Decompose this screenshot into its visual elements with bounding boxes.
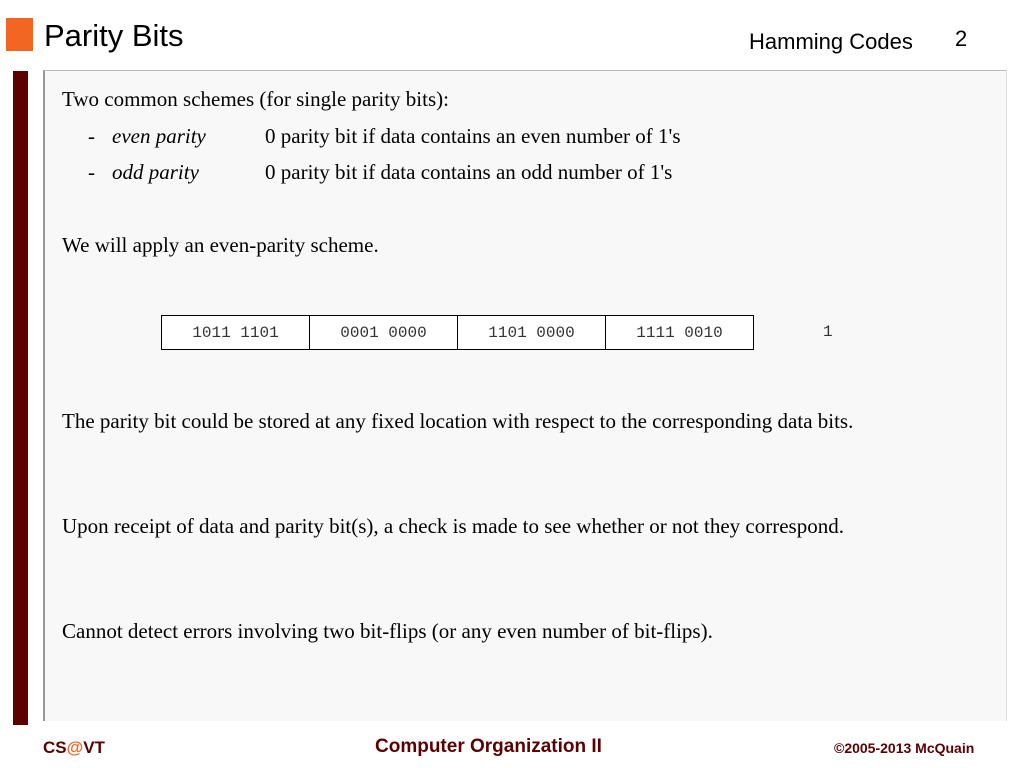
footer-course-code (43, 738, 105, 758)
scheme-name-even: even parity (112, 124, 206, 148)
data-byte-cell: 1111 0010 (606, 316, 754, 350)
paragraph-check: Upon receipt of data and parity bit(s), a check is made to see whether or not they correspond. (62, 514, 844, 538)
paragraph-limitation: Cannot detect errors involving two bit-flips (or any even number of bit-flips). (62, 619, 713, 643)
scheme-desc-even: 0 parity bit if data contains an even number of 1's (265, 124, 681, 148)
data-byte-cell: 1101 0000 (458, 316, 606, 350)
footer-vt: VT (83, 738, 105, 757)
footer-cs: CS (43, 738, 67, 757)
title-accent-square (6, 18, 33, 51)
paragraph-storage: The parity bit could be stored at any fixed location with respect to the corresponding data bits. (62, 409, 854, 433)
apply-text: We will apply an even-parity scheme. (62, 233, 379, 257)
footer-course-title: Computer Organization II (375, 736, 602, 757)
scheme-dash: - (88, 160, 95, 184)
left-accent-bar (13, 71, 28, 725)
footer-copyright: ©2005-2013 McQuain (834, 740, 975, 756)
slide-title: Parity Bits (44, 18, 184, 53)
parity-bit-value: 1 (823, 323, 833, 341)
scheme-desc-odd: 0 parity bit if data contains an odd number of 1's (265, 160, 673, 184)
intro-text: Two common schemes (for single parity bits): (62, 87, 449, 111)
scheme-name-odd: odd parity (112, 160, 199, 184)
slide-number: 2 (955, 26, 968, 51)
footer-at: @ (66, 738, 84, 757)
data-byte-cell: 0001 0000 (310, 316, 458, 350)
slide-subtitle: Hamming Codes (749, 29, 913, 54)
scheme-dash: - (88, 124, 95, 148)
table-row (162, 316, 754, 350)
data-byte-cell: 1011 1101 (162, 316, 310, 350)
data-bytes-table (161, 315, 754, 350)
